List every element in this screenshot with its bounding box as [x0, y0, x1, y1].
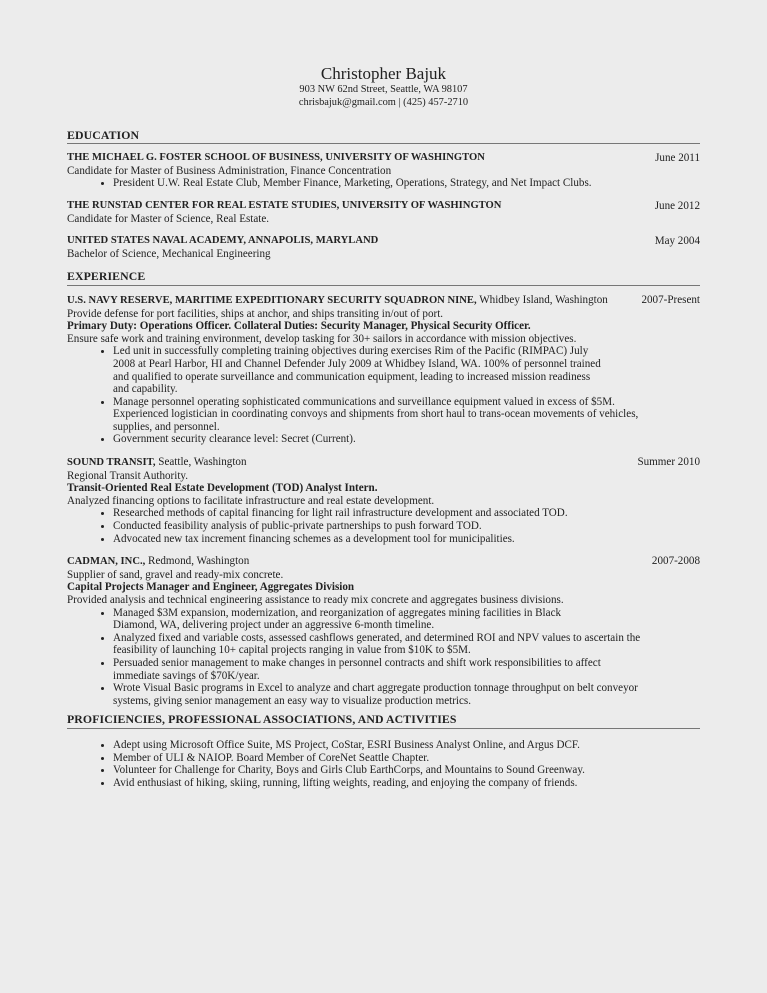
list-item [113, 682, 700, 707]
employer-location: Whidbey Island, Washington [476, 293, 608, 306]
list-item: • Volunteer for Challenge for Charity, Boys and Girls Club EarthCorps, and Mountains to Sound Greenway. [113, 764, 700, 777]
bullet-line: systems, giving senior management an easy way to visualize production metrics. [113, 694, 471, 707]
bullet-line: and qualified to operate surveillance and communication equipment, leading to increased mission readiness [113, 370, 591, 383]
contact-line: chrisbajuk@gmail.com | (425) 457-2710 [298, 96, 469, 108]
bullet-line: immediate savings of $70K/year. [113, 669, 260, 682]
role-summary: Provided analysis and technical engineering assistance to ready mix concrete and aggregates business divisions. [67, 594, 564, 606]
list-item: • Avid enthusiast of hiking, skiing, running, lifting weights, reading, and enjoying the company of friends. [113, 777, 700, 790]
address-line: 903 NW 62nd Street, Seattle, WA 98107 [299, 84, 468, 95]
list-item: • President U.W. Real Estate Club, Member Finance, Marketing, Operations, Strategy, and Net Impact Clubs. [113, 177, 700, 190]
employer-location: Redmond, Washington [145, 555, 250, 568]
proficiencies-list [67, 739, 700, 789]
experience-entry [67, 456, 700, 545]
proficiencies-heading: PROFICIENCIES, PROFESSIONAL ASSOCIATIONS, AND ACTIVITIES [67, 713, 700, 729]
education-heading: EDUCATION [67, 129, 700, 145]
bullet-line: feasibility of launching 10+ capital projects ranging in value from $10K to $5M. [113, 644, 471, 657]
employer-description: Provide defense for port facilities, ships at anchor, and ships transiting in/out of port. [67, 307, 444, 320]
bullet-line: • Analyzed fixed and variable costs, assessed cashflows generated, and determined ROI and NPV values to ascertain the [113, 631, 641, 644]
role-summary: Analyzed financing options to facilitate infrastructure and real estate development. [67, 494, 435, 507]
bullet-line: • Government security clearance level: Secret (Current). [113, 433, 356, 446]
bullet-line: supplies, and personnel. [113, 420, 220, 433]
bullet-line: Experienced logistician in coordinating convoys and shipments from short haul to trans-ocean movements of vehicles, [113, 408, 639, 421]
role-summary: Ensure safe work and training environment, develop tasking for 30+ sailors in accordance with mission objectives. [67, 332, 577, 345]
job-role: Primary Duty: Operations Officer. Collateral Duties: Security Manager, Physical Security Officer. [67, 320, 531, 333]
list-item [113, 396, 700, 434]
bullet-line: Diamond, WA, delivering project under an aggressive 6-month timeline. [113, 619, 435, 632]
education-entry [67, 152, 700, 190]
list-item: • Advocated new tax increment financing schemes as a development tool for municipalities. [113, 533, 700, 546]
bullet-line: • Managed $3M expansion, modernization, and reorganization of aggregates mining facilities in Black [113, 606, 562, 619]
employer-name: SOUND TRANSIT, [67, 457, 156, 469]
candidate-name: Christopher Bajuk [320, 64, 447, 83]
job-role: Capital Projects Manager and Engineer, Aggregates Division [67, 581, 355, 594]
school-name: UNITED STATES NAVAL ACADEMY, ANNAPOLIS, MARYLAND [67, 235, 379, 247]
degree-line: Bachelor of Science, Mechanical Engineering [67, 247, 271, 260]
experience-entry [67, 555, 700, 707]
school-name: THE RUNSTAD CENTER FOR REAL ESTATE STUDIES, UNIVERSITY OF WASHINGTON [67, 199, 502, 211]
education-entry [67, 200, 700, 225]
education-entry [67, 235, 700, 260]
list-item: • Conducted feasibility analysis of public-private partnerships to push forward TOD. [113, 520, 700, 533]
job-role: Transit-Oriented Real Estate Development (TOD) Analyst Intern. [67, 482, 378, 495]
employer-description: Supplier of sand, gravel and ready-mix concrete. [67, 568, 284, 581]
list-item [113, 345, 700, 395]
bullet-line: • Persuaded senior management to make changes in personnel contracts and shift work responsibilities to affect [113, 656, 601, 669]
degree-line: Candidate for Master of Business Administration, Finance Concentration [67, 164, 392, 177]
bullet-line: • Manage personnel operating sophisticated communications and surveillance equipment valued in excess of $5M. [113, 395, 615, 408]
list-item [113, 607, 700, 632]
experience-heading: EXPERIENCE [67, 270, 700, 286]
experience-entry [67, 294, 700, 446]
list-item: • Member of ULI & NAIOP. Board Member of CoreNet Seattle Chapter. [113, 752, 700, 765]
entry-date: June 2012 [654, 199, 700, 212]
list-item [113, 433, 700, 446]
list-item [113, 657, 700, 682]
bullet-line: • Wrote Visual Basic programs in Excel to analyze and chart aggregate production tonnage throughput on belt conveyor [113, 682, 638, 695]
entry-date: 2007-Present [641, 293, 700, 306]
list-item: • Adept using Microsoft Office Suite, MS Project, CoStar, ESRI Business Analyst Online, and Argus DCF. [113, 739, 700, 752]
entry-date: June 2011 [655, 152, 700, 165]
bullet-line: • Led unit in successfully completing training objectives during exercises Rim of the Pacific (RIMPAC) July [113, 345, 589, 358]
list-item: • Researched methods of capital financing for light rail infrastructure development and associated TOD. [113, 507, 700, 520]
employer-location: Seattle, Washington [155, 456, 247, 469]
bullet-line: 2008 at Pearl Harbor, HI and Channel Defender July 2009 at Whidbey Island, WA. 100% of personnel trained [113, 357, 601, 370]
bullet-line: and capability. [113, 383, 178, 396]
school-name: THE MICHAEL G. FOSTER SCHOOL OF BUSINESS, UNIVERSITY OF WASHINGTON [67, 152, 485, 164]
resume-content [67, 64, 700, 789]
employer-description: Regional Transit Authority. [67, 469, 189, 482]
entry-date: 2007-2008 [651, 555, 700, 568]
employer-name: U.S. NAVY RESERVE, MARITIME EXPEDITIONARY SECURITY SQUADRON NINE, [67, 294, 477, 306]
degree-line: Candidate for Master of Science, Real Estate. [67, 212, 270, 225]
entry-date: May 2004 [654, 235, 700, 248]
employer-name: CADMAN, INC., [67, 556, 146, 568]
list-item [113, 632, 700, 657]
entry-date: Summer 2010 [637, 456, 700, 469]
